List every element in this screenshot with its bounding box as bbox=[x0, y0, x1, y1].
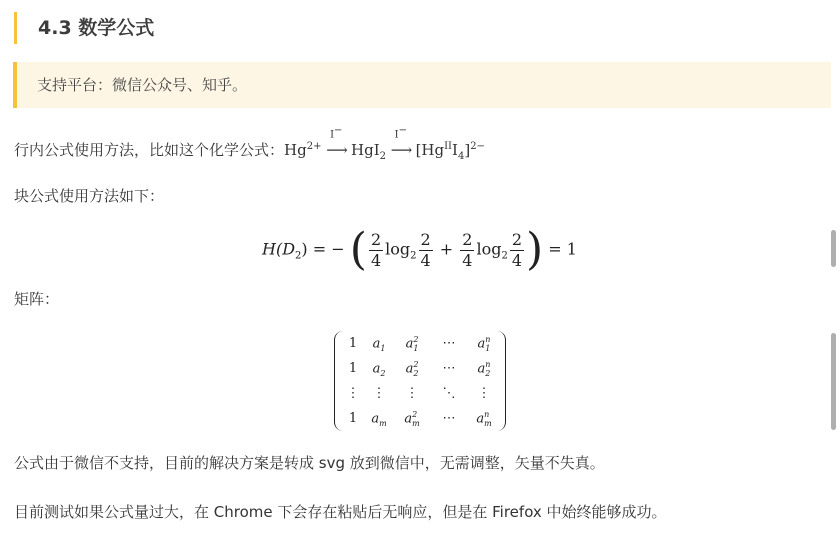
formula-product-close: ] bbox=[464, 141, 471, 159]
matrix-cell: ⋱ bbox=[442, 386, 456, 401]
matrix-cell: ⋮ bbox=[405, 386, 419, 401]
fraction-4 bbox=[510, 230, 524, 271]
reaction-arrow-1 bbox=[326, 125, 348, 161]
arrow-1-label-charge: − bbox=[334, 125, 343, 136]
formula-scrollbar-thumb[interactable] bbox=[831, 230, 836, 267]
formula-lhs: H(D bbox=[262, 239, 296, 259]
formula-rhs: = 1 bbox=[548, 239, 577, 259]
fraction-1-denominator: 4 bbox=[370, 250, 382, 270]
arrow-2-label-charge: − bbox=[398, 125, 407, 136]
fraction-2 bbox=[419, 230, 433, 271]
matrix-cell: ⋯ bbox=[442, 336, 456, 351]
matrix-cell: ⋮ bbox=[346, 386, 360, 401]
matrix-cell: a 2 1 bbox=[405, 334, 419, 353]
matrix-cell: ⋮ bbox=[477, 386, 491, 401]
block-formula-intro: 块公式使用方法如下： bbox=[14, 187, 165, 205]
matrix-cell: 1 bbox=[348, 411, 358, 426]
formula-right-paren: ) bbox=[526, 224, 544, 275]
log-2-base: 2 bbox=[501, 250, 508, 262]
arrow-1-glyph: ⟶ bbox=[326, 141, 348, 159]
platform-tip-text: 支持平台：微信公众号、知乎。 bbox=[37, 76, 248, 94]
log-2: log bbox=[476, 239, 502, 259]
matrix-cell: ⋮ bbox=[372, 386, 386, 401]
formula-plus: + bbox=[439, 239, 454, 259]
fraction-4-denominator: 4 bbox=[511, 250, 523, 270]
fraction-2-denominator: 4 bbox=[420, 250, 431, 270]
formula-reactant-charge: 2+ bbox=[306, 141, 322, 152]
chemical-formula bbox=[284, 125, 485, 162]
log-1: log bbox=[385, 239, 411, 259]
arrow-1-label: I bbox=[330, 129, 335, 141]
matrix-cell: ⋯ bbox=[442, 361, 456, 376]
matrix-cell: a n m bbox=[476, 409, 492, 428]
fraction-3 bbox=[460, 230, 474, 271]
matrix-table bbox=[343, 331, 499, 431]
formula-product-sub: 4 bbox=[457, 151, 465, 162]
matrix-row bbox=[343, 406, 499, 431]
section-heading-text: 4.3 数学公式 bbox=[38, 17, 155, 39]
formula-product-open: [Hg bbox=[415, 141, 445, 159]
arrow-2-glyph: ⟶ bbox=[390, 141, 413, 159]
inline-formula-paragraph bbox=[14, 125, 485, 168]
formula-lhs-sub: 2 bbox=[295, 250, 302, 262]
matrix-formula bbox=[334, 331, 506, 431]
arrow-2-label: I bbox=[394, 129, 399, 141]
fraction-2-numerator: 2 bbox=[420, 229, 431, 249]
formula-intermediate-sub: 2 bbox=[379, 151, 386, 162]
matrix-cell: ⋯ bbox=[442, 411, 456, 426]
inline-formula-intro: 行内公式使用方法，比如这个化学公式： bbox=[14, 141, 285, 159]
matrix-cell: a 2 m bbox=[404, 409, 420, 428]
matrix-cell: 1 bbox=[348, 336, 358, 351]
fraction-3-denominator: 4 bbox=[462, 250, 473, 270]
entropy-formula bbox=[0, 224, 839, 275]
reaction-arrow-2 bbox=[390, 125, 413, 161]
platform-tip-box bbox=[13, 62, 831, 108]
fraction-1-numerator: 2 bbox=[370, 229, 382, 249]
matrix-row bbox=[343, 381, 499, 406]
matrix-cell: a n 2 bbox=[477, 359, 491, 378]
formula-reactant: Hg bbox=[284, 141, 307, 159]
fraction-3-numerator: 2 bbox=[462, 229, 473, 249]
fraction-1 bbox=[369, 230, 383, 271]
matrix-cell: a n 1 bbox=[477, 334, 491, 353]
formula-equals-minus: = − bbox=[312, 239, 345, 259]
formula-product-oxidation: II bbox=[444, 141, 453, 152]
matrix-right-paren bbox=[497, 331, 506, 431]
matrix-cell: a 1 bbox=[372, 336, 386, 353]
matrix-cell: a 2 2 bbox=[405, 359, 419, 378]
matrix-cell: a m bbox=[371, 411, 387, 428]
matrix-row bbox=[343, 331, 499, 356]
section-heading bbox=[14, 12, 154, 44]
fraction-4-numerator: 2 bbox=[511, 229, 523, 249]
log-1-base: 2 bbox=[410, 250, 417, 262]
formula-left-paren: ( bbox=[349, 224, 367, 275]
svg-note-paragraph: 公式由于微信不支持，目前的解决方案是转成 svg 放到微信中，无需调整，矢量不失真。 bbox=[14, 454, 605, 472]
matrix-left-paren bbox=[334, 331, 343, 431]
chrome-note-paragraph: 目前测试如果公式量过大，在 Chrome 下会存在粘贴后无响应，但是在 Firefox 中始终能够成功。 bbox=[14, 503, 667, 521]
formula-product-charge: 2− bbox=[470, 141, 485, 152]
matrix-cell: 1 bbox=[348, 361, 358, 376]
formula-lhs-close: ) bbox=[301, 239, 308, 259]
formula-intermediate: HgI bbox=[351, 141, 380, 159]
matrix-label: 矩阵： bbox=[14, 290, 60, 308]
matrix-cell: a 2 bbox=[372, 361, 386, 378]
matrix-row bbox=[343, 356, 499, 381]
formula-product-iodine: I bbox=[452, 141, 458, 159]
matrix-scrollbar-thumb[interactable] bbox=[831, 333, 836, 430]
